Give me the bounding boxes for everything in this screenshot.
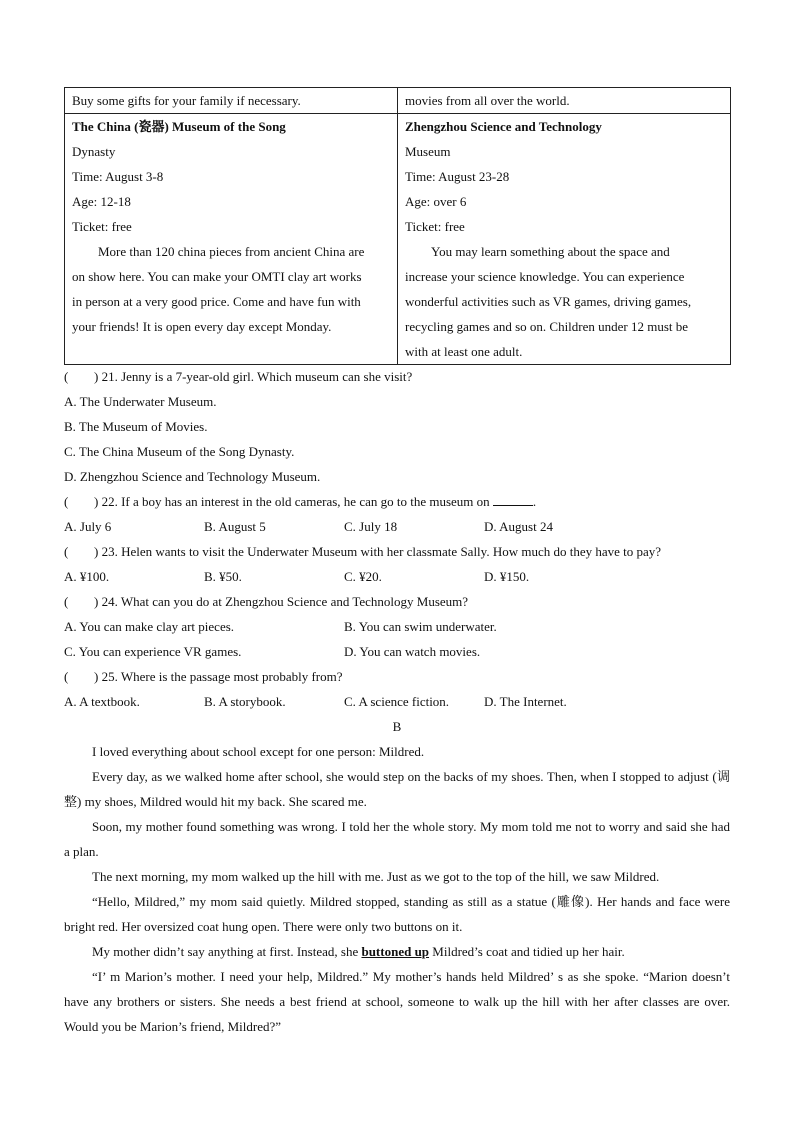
china-museum-desc-line: on show here. You can make your OMTI clay art works [72,269,362,284]
option-a: A. A textbook. [64,694,140,709]
china-museum-ticket: Ticket: free [72,219,132,234]
answer-bracket[interactable]: ( [64,669,69,684]
china-museum-title-cont: Dynasty [72,144,116,159]
passage-paragraph: “Hello, Mildred,” my mom said quietly. Mildred stopped, standing as still as a statue (雕像). Her hands and face were bright red. Her oversized coat hung open. There were only two buttons on it. [64,894,730,934]
answer-bracket[interactable]: ( [64,594,69,609]
passage-paragraph [64,939,730,964]
table-row [65,114,731,365]
question-stem: ) 24. What can you do at Zhengzhou Science and Technology Museum? [94,594,469,609]
question-stem: ) 25. Where is the passage most probably from? [94,669,343,684]
passage-text: Mildred’s coat and tidied up her hair. [429,944,625,959]
passage-paragraph: Soon, my mother found something was wrong. I told her the whole story. My mom told me not to worry and said she had a plan. [64,819,730,859]
science-museum-desc-line: You may learn something about the space and [431,244,670,259]
question-stem: ) 21. Jenny is a 7-year-old girl. Which museum can she visit? [94,369,413,384]
museum-table [64,87,731,365]
passage-paragraph: Every day, as we walked home after school, she would step on the backs of my shoes. Then, when I stopped to adjust (调整) my shoes, Mildred would hit my back. She scared me. [64,769,730,809]
science-museum-title: Zhengzhou Science and Technology [405,119,602,134]
science-museum-desc-line: wonderful activities such as VR games, driving games, [405,294,692,309]
china-museum-desc-line: in person at a very good price. Come and have fun with [72,294,361,309]
science-museum-time: Time: August 23-28 [405,169,510,184]
question-24 [64,589,734,614]
option-c: C. July 18 [344,519,398,534]
option-a: A. July 6 [64,519,112,534]
question-21 [64,364,734,389]
answer-bracket[interactable]: ( [64,494,69,509]
options-row [64,514,734,539]
passage-paragraph: “I’ m Marion’s mother. I need your help, Mildred.” My mother’s hands held Mildred’ s as she spoke. “Marion doesn’t have any brothers or sisters. She needs a best friend at school, someone to walk up the hill with her after classes are over. Would you be Marion’s friend, Mildred?” [64,969,730,1034]
option-c: C. ¥20. [344,569,382,584]
option-b: B. ¥50. [204,569,242,584]
science-museum-cell [398,114,731,365]
science-museum-desc-line: with at least one adult. [405,344,523,359]
section-heading: B [392,719,402,734]
option-b: B. A storybook. [204,694,286,709]
table-row [65,88,731,114]
options-row [64,689,734,714]
china-museum-cell [65,114,398,365]
question-stem: ) 22. If a boy has an interest in the old cameras, he can go to the museum on [94,494,490,509]
option-b: B. August 5 [204,519,266,534]
options-row [64,564,734,589]
options-row [64,614,734,639]
science-museum-desc-line: increase your science knowledge. You can experience [405,269,685,284]
question-end: . [532,494,537,509]
option-c: C. You can experience VR games. [64,644,242,659]
option-d: D. Zhengzhou Science and Technology Museum. [64,469,321,484]
option-b: B. The Museum of Movies. [64,419,208,434]
china-museum-time: Time: August 3-8 [72,169,164,184]
option-c: C. The China Museum of the Song Dynasty. [64,444,295,459]
answer-bracket[interactable]: ( [64,544,69,559]
option-d: D. The Internet. [484,694,567,709]
option-d: D. You can watch movies. [344,644,481,659]
china-museum-desc-line: More than 120 china pieces from ancient China are [98,244,365,259]
china-museum-desc-line: your friends! It is open every day except Monday. [72,319,332,334]
table-cell-left-top: Buy some gifts for your family if necessary. [65,88,398,114]
passage-text: My mother didn’t say anything at first. Instead, she [92,944,362,959]
china-museum-age: Age: 12-18 [72,194,131,209]
option-d: D. ¥150. [484,569,530,584]
question-stem: ) 23. Helen wants to visit the Underwater Museum with her classmate Sally. How much do they have to pay? [94,544,662,559]
question-25 [64,664,734,689]
answer-bracket[interactable]: ( [64,369,69,384]
option-a: A. The Underwater Museum. [64,394,217,409]
question-22 [64,489,734,514]
option-b: B. You can swim underwater. [344,619,497,634]
science-museum-title-cont: Museum [405,144,451,159]
option-a: A. You can make clay art pieces. [64,619,235,634]
science-museum-desc-line: recycling games and so on. Children under 12 must be [405,319,689,334]
passage-paragraph: The next morning, my mom walked up the hill with me. Just as we got to the top of the hill, we saw Mildred. [92,869,660,884]
answer-blank[interactable] [493,491,533,506]
option-a: A. ¥100. [64,569,110,584]
table-cell-right-top: movies from all over the world. [398,88,731,114]
option-d: D. August 24 [484,519,553,534]
option-c: C. A science fiction. [344,694,450,709]
science-museum-ticket: Ticket: free [405,219,465,234]
china-museum-title: The China (瓷器) Museum of the Song [72,119,286,134]
science-museum-age: Age: over 6 [405,194,467,209]
passage-paragraph: I loved everything about school except for one person: Mildred. [92,744,425,759]
options-row [64,639,734,664]
underlined-phrase: buttoned up [361,944,430,959]
question-23 [64,539,734,564]
